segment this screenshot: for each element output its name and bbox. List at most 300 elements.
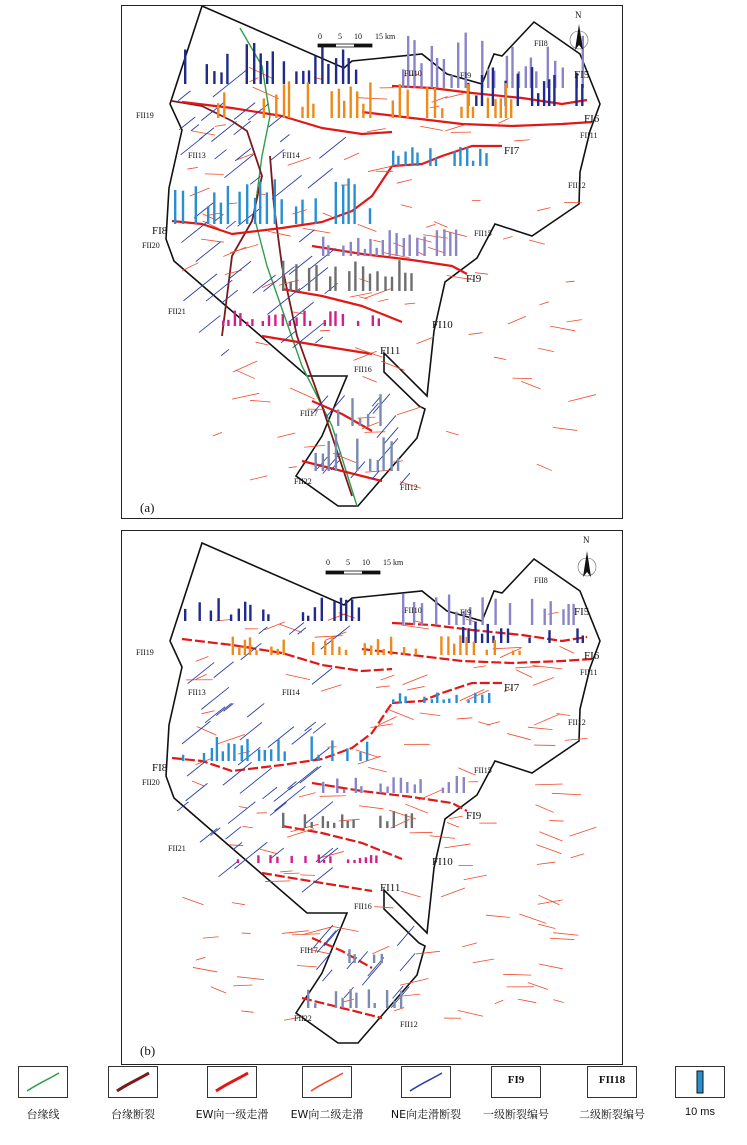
scale-tick-0: 0 [326, 558, 330, 567]
fault-displacement-bar [335, 182, 337, 224]
map-panel-b [121, 530, 623, 1065]
fault-label-f1-11: FI11 [380, 345, 401, 357]
ne-fault-line [196, 242, 221, 262]
fault-displacement-bar [323, 860, 325, 863]
fault-displacement-bar [353, 860, 355, 863]
ew-secondary-fault-line [444, 844, 470, 848]
fault-displacement-bar [295, 317, 297, 326]
ew-secondary-fault-line [211, 987, 226, 993]
fault-displacement-bar [269, 855, 271, 863]
ne-fault-line [308, 168, 333, 188]
ew-secondary-fault-line [363, 376, 377, 382]
fault-label-f2-13: FII13 [188, 151, 206, 160]
fault-displacement-bar [404, 696, 406, 703]
ew-secondary-fault-line [196, 657, 209, 662]
ew-secondary-fault-line [201, 711, 214, 714]
north-arrow-icon [583, 551, 591, 577]
ew-secondary-fault-line [230, 245, 258, 253]
fault-displacement-bar [255, 650, 257, 655]
ew-secondary-fault-line [290, 388, 315, 399]
ew-secondary-fault-line [277, 433, 295, 437]
ne-fault-line [229, 261, 251, 279]
fault-displacement-bar [220, 72, 222, 84]
ew-secondary-fault-line [469, 333, 483, 335]
legend-code: FI9 [507, 1074, 525, 1086]
fault-displacement-bar [481, 634, 483, 643]
fault-displacement-bar [362, 266, 364, 291]
fault-displacement-bar [355, 778, 357, 793]
fault-label-f2-8: FII8 [534, 39, 548, 48]
fault-displacement-bar [416, 153, 418, 167]
fault-displacement-bar [213, 192, 215, 224]
ew-secondary-fault-line [537, 862, 556, 864]
ew-secondary-fault-line [540, 302, 549, 305]
fault-displacement-bar [415, 649, 417, 655]
fault-displacement-bar [347, 178, 349, 224]
fault-displacement-bar [407, 90, 409, 118]
ne-fault-line [268, 727, 294, 748]
fault-label-f2-14: FII14 [282, 151, 300, 160]
fault-displacement-bar [455, 230, 457, 256]
fault-displacement-bar [282, 813, 284, 828]
scale-bar-segment [318, 44, 336, 47]
ew-secondary-fault-line [359, 806, 383, 809]
fault-displacement-bar [324, 641, 326, 655]
fault-displacement-bar [237, 859, 239, 863]
ew-secondary-fault-line [343, 999, 354, 1002]
legend-swatch-ew-secondary [302, 1066, 352, 1098]
fault-displacement-bar [414, 784, 416, 793]
ew-secondary-fault-line [537, 464, 552, 470]
fault-displacement-bar [246, 322, 248, 326]
fault-displacement-bar [405, 814, 407, 828]
fault-displacement-bar [455, 695, 457, 703]
fault-displacement-bar [531, 67, 533, 106]
ne-fault-line [228, 802, 255, 824]
fault-displacement-bar [327, 821, 329, 828]
ew-primary-fault-line [182, 639, 392, 671]
fault-displacement-bar [400, 778, 402, 793]
fault-displacement-bar [368, 989, 370, 1008]
fault-label-f1-5: FI5 [574, 69, 590, 81]
ew-secondary-fault-line [378, 299, 388, 301]
ew-secondary-fault-line [498, 118, 508, 123]
fault-displacement-bar [348, 271, 350, 291]
fault-displacement-bar [283, 61, 285, 84]
ew-secondary-fault-line [434, 222, 447, 228]
fault-displacement-bar [264, 750, 266, 761]
ew-secondary-fault-line [519, 914, 546, 923]
ew-secondary-fault-line [401, 994, 420, 996]
legend-code: FII18 [598, 1074, 626, 1086]
scale-tick-10: 10 [362, 558, 370, 567]
ew-secondary-fault-line [441, 888, 465, 897]
fault-displacement-bar [518, 651, 520, 656]
ew-secondary-fault-line [299, 793, 316, 797]
ne-fault-line [214, 662, 234, 678]
fault-displacement-bar [472, 161, 474, 166]
legend-item-bar-scale [672, 1066, 728, 1118]
fault-displacement-bar [353, 954, 355, 963]
ew-secondary-fault-line [196, 674, 207, 679]
fault-displacement-bar [348, 949, 350, 963]
ew-secondary-fault-line [397, 407, 422, 415]
fault-displacement-bar [423, 237, 425, 257]
legend-swatch-margin-fault [108, 1066, 158, 1098]
ew-secondary-fault-line [550, 938, 574, 939]
fault-displacement-bar [550, 601, 552, 625]
fault-displacement-bar [378, 318, 380, 326]
fault-displacement-bar [436, 230, 438, 256]
fault-displacement-bar [392, 101, 394, 119]
legend-item-primary-code [478, 1066, 554, 1122]
ew-secondary-fault-line [286, 674, 310, 679]
ew-secondary-fault-line [443, 230, 467, 236]
fault-displacement-bar [206, 64, 208, 84]
fault-displacement-bar [311, 822, 313, 828]
ne-fault-line [233, 843, 242, 850]
fault-displacement-bar [486, 650, 488, 655]
fault-displacement-bar [314, 607, 316, 621]
fault-displacement-bar [302, 71, 304, 84]
fault-displacement-bar [327, 64, 329, 84]
fault-displacement-bar [383, 649, 385, 655]
fault-label-f2-21: FII21 [168, 307, 186, 316]
north-arrow-a [575, 10, 582, 20]
ew-secondary-fault-line [534, 714, 560, 725]
ew-secondary-fault-line [420, 713, 441, 716]
fault-displacement-bar [335, 434, 337, 471]
ew-secondary-fault-line [514, 140, 530, 141]
fault-displacement-bar [234, 311, 236, 326]
ew-secondary-fault-line [381, 675, 395, 680]
ne-fault-line [267, 288, 300, 314]
fault-displacement-bar [505, 83, 507, 118]
fault-displacement-bar [314, 56, 316, 84]
ew-secondary-fault-line [494, 357, 506, 360]
fault-displacement-bar [494, 99, 496, 118]
fault-displacement-bar [386, 787, 388, 794]
fault-displacement-bar [390, 441, 392, 471]
fault-displacement-bar [257, 855, 259, 863]
fault-label-f2-19: FII19 [136, 111, 154, 120]
fault-displacement-bar [342, 314, 344, 326]
fault-displacement-bar [393, 811, 395, 828]
fault-displacement-bar [370, 855, 372, 863]
ew-secondary-fault-line [550, 326, 575, 331]
fault-label-f1-5: FI5 [574, 606, 590, 618]
fault-displacement-bar [400, 991, 402, 1008]
ew-primary-fault-line [362, 649, 592, 663]
fault-displacement-bar [447, 636, 449, 655]
ew-secondary-fault-line [201, 239, 224, 242]
ne-fault-line [182, 721, 211, 744]
fault-displacement-bar [238, 648, 240, 655]
fault-displacement-bar [308, 268, 310, 291]
ne-fault-line [377, 438, 398, 462]
north-arrow-b [583, 535, 590, 545]
fault-displacement-bar [392, 151, 394, 166]
ew-secondary-fault-line [539, 832, 562, 841]
fault-displacement-bar [369, 239, 371, 256]
fault-displacement-bar [288, 81, 290, 118]
ew-primary-fault-line [392, 86, 587, 104]
ew-secondary-fault-line [565, 738, 587, 740]
fault-displacement-bar [333, 823, 335, 828]
ew-secondary-fault-line [368, 767, 387, 772]
fault-displacement-bar [295, 71, 297, 84]
fault-displacement-bar [322, 816, 324, 828]
scale-tick-5: 5 [346, 558, 350, 567]
fault-displacement-bar [324, 320, 326, 326]
fault-displacement-bar [390, 637, 392, 655]
fault-label-f1-9: FI9 [460, 608, 472, 617]
ne-fault-line [223, 762, 252, 785]
ew-secondary-fault-line [232, 393, 259, 399]
fault-displacement-bar [472, 107, 474, 118]
fault-displacement-bar [410, 273, 412, 291]
fault-label-f2-16: FII16 [354, 902, 372, 911]
fault-displacement-bar [517, 74, 519, 106]
fault-displacement-bar [334, 267, 336, 291]
ne-fault-line [274, 786, 293, 801]
ew-secondary-fault-line [508, 316, 526, 324]
fault-displacement-bar [338, 89, 340, 118]
ew-secondary-fault-line [203, 937, 219, 938]
fault-displacement-bar [352, 820, 354, 828]
fault-displacement-bar [355, 70, 357, 84]
ne-fault-line [194, 203, 213, 218]
fault-displacement-bar [459, 635, 461, 655]
fault-displacement-bar [429, 148, 431, 166]
fault-displacement-bar [403, 647, 405, 655]
fault-displacement-bar [266, 192, 268, 224]
scale-bar-segment [354, 44, 372, 47]
ne-fault-line [280, 134, 289, 141]
fault-displacement-bar [222, 751, 224, 761]
fault-label-f1-7: FI7 [504, 145, 520, 157]
ew-secondary-fault-line [538, 348, 553, 351]
fault-displacement-bar [416, 238, 418, 256]
fault-displacement-bar [277, 649, 279, 655]
fault-displacement-bar [253, 43, 255, 84]
fault-displacement-bar [391, 277, 393, 291]
ew-secondary-fault-line [192, 131, 215, 135]
ne-fault-line [305, 802, 333, 824]
ew-secondary-fault-line [430, 836, 455, 839]
ew-secondary-fault-line [566, 281, 575, 282]
ne-fault-line [205, 707, 225, 723]
fault-displacement-bar [182, 755, 184, 761]
panel-label-a: (a) [140, 500, 155, 515]
ew-secondary-fault-line [256, 342, 269, 345]
fault-displacement-bar [354, 262, 356, 292]
ew-secondary-fault-line [358, 417, 376, 418]
legend-text: EW向一级走滑 [195, 1108, 269, 1121]
fault-displacement-bar [220, 203, 222, 224]
ne-fault-line [292, 729, 312, 745]
ew-secondary-fault-line [529, 240, 545, 244]
fault-displacement-bar [222, 321, 224, 327]
ew-secondary-fault-line [260, 849, 277, 853]
ne-fault-line [200, 828, 217, 842]
fault-displacement-bar [295, 264, 297, 291]
ew-secondary-fault-line [280, 871, 292, 872]
fault-label-f1-7: FI7 [504, 682, 520, 694]
fault-displacement-bar [399, 693, 401, 703]
ew-secondary-fault-line [405, 804, 428, 813]
fault-label-f1-11: FI11 [380, 882, 401, 894]
ew-secondary-fault-line [250, 400, 271, 402]
fault-displacement-bar [382, 240, 384, 256]
fault-displacement-bar [374, 1003, 376, 1008]
ew-secondary-fault-line [315, 636, 343, 638]
ne-fault-line [262, 787, 277, 799]
fault-displacement-bar [392, 699, 394, 703]
scale-tick-0: 0 [318, 32, 322, 41]
ew-secondary-fault-line [486, 915, 510, 917]
fault-displacement-bar [386, 821, 388, 828]
ew-secondary-fault-line [373, 240, 381, 242]
fault-displacement-bar [376, 248, 378, 256]
ew-secondary-fault-line [515, 666, 539, 668]
ew-secondary-fault-line [416, 951, 440, 954]
fault-displacement-bar [238, 609, 240, 621]
fault-label-f2-17: FII17 [300, 946, 318, 955]
ew-secondary-fault-line [401, 205, 412, 208]
scale-tick-5: 5 [338, 32, 342, 41]
fault-displacement-bar [459, 147, 461, 166]
fault-displacement-bar [404, 273, 406, 291]
fault-displacement-bar [379, 394, 381, 426]
fault-displacement-bar [270, 749, 272, 761]
fault-displacement-bar [342, 246, 344, 256]
fault-displacement-bar [431, 699, 433, 703]
fault-displacement-bar [359, 419, 361, 427]
fault-displacement-bar [241, 745, 243, 761]
scale-tick-15km: 15 km [375, 32, 396, 41]
fault-displacement-bar [562, 609, 564, 625]
fault-displacement-bar [360, 786, 362, 793]
fault-displacement-bar [318, 855, 320, 863]
fault-displacement-bar [357, 238, 359, 256]
fault-displacement-bar [312, 104, 314, 118]
fault-displacement-bar [317, 755, 319, 761]
ne-fault-line [240, 768, 272, 794]
fault-displacement-bar [295, 206, 297, 224]
fault-displacement-bar [311, 736, 313, 761]
ew-secondary-fault-line [560, 646, 575, 653]
ew-secondary-fault-line [503, 237, 513, 240]
fault-displacement-bar [195, 186, 197, 224]
fault-displacement-bar [553, 75, 555, 106]
fault-displacement-bar [413, 40, 415, 88]
ew-secondary-fault-line [507, 733, 531, 739]
fault-displacement-bar [199, 602, 201, 621]
ew-secondary-fault-line [458, 768, 475, 775]
fault-displacement-bar [436, 58, 438, 88]
fault-displacement-bar [500, 98, 502, 118]
fault-displacement-bar [494, 640, 496, 655]
fault-displacement-bar [331, 91, 333, 118]
fault-label-f1-9b: FI9 [466, 273, 482, 285]
ew-secondary-fault-line [426, 224, 435, 227]
north-label: N [583, 535, 590, 545]
ew-secondary-fault-line [538, 924, 555, 928]
fault-displacement-bar [347, 821, 349, 828]
ew-secondary-fault-line [532, 665, 562, 668]
fault-displacement-bar [411, 813, 413, 828]
ew-secondary-fault-line [474, 666, 486, 668]
ew-secondary-fault-line [236, 370, 255, 379]
ne-fault-line [320, 848, 338, 863]
legend-text: 台缘断裂 [111, 1108, 155, 1121]
fault-displacement-bar [543, 81, 545, 106]
fault-label-f1-8: FI8 [152, 225, 168, 237]
ew-secondary-fault-line [223, 247, 246, 256]
ew-secondary-fault-line [279, 624, 302, 632]
ew-secondary-fault-line [458, 1010, 483, 1016]
ew-secondary-fault-line [292, 210, 306, 215]
fault-displacement-bar [338, 647, 340, 655]
fault-displacement-bar [443, 229, 445, 256]
ew-secondary-fault-line [553, 1000, 563, 1003]
fault-displacement-bar [370, 646, 372, 656]
fault-displacement-bar [244, 640, 246, 655]
fault-displacement-bar [537, 93, 539, 106]
ew-secondary-fault-line [371, 724, 393, 728]
fault-displacement-bar [226, 54, 228, 84]
ne-fault-line [315, 337, 323, 343]
ew-secondary-fault-line [533, 678, 554, 686]
ew-primary-fault-line [182, 102, 392, 134]
fault-map-b [122, 531, 622, 1064]
fault-displacement-bar [356, 91, 358, 118]
ne-fault-line [272, 175, 302, 199]
fault-displacement-bar [409, 235, 411, 256]
fault-label-f1-10: FI10 [432, 856, 453, 868]
fault-displacement-bar [455, 612, 457, 625]
fault-displacement-bar [266, 61, 268, 84]
fault-displacement-bar [373, 955, 375, 964]
fault-label-f2-10: FII10 [404, 606, 422, 615]
fault-displacement-bar [581, 84, 583, 106]
ne-fault-line [344, 987, 353, 998]
ew-secondary-fault-line [449, 816, 462, 819]
fault-displacement-bar [329, 276, 331, 291]
ew-secondary-fault-line [420, 126, 443, 130]
scale-bar-segment [362, 571, 380, 574]
fault-displacement-bar [358, 607, 360, 621]
ew-secondary-fault-line [570, 827, 597, 836]
panel-label-b: (b) [140, 1043, 156, 1058]
fault-displacement-bar [460, 107, 462, 118]
fault-displacement-bar [442, 788, 444, 793]
fault-displacement-bar [282, 261, 284, 291]
fault-displacement-bar [211, 748, 213, 761]
fault-displacement-bar [467, 700, 469, 703]
fault-label-f2-17: FII17 [300, 409, 318, 418]
fault-displacement-bar [345, 600, 347, 621]
fault-displacement-bar [260, 53, 262, 84]
ew-secondary-fault-line [239, 806, 247, 807]
fault-displacement-bar [284, 751, 286, 761]
legend-swatch-ew-primary [207, 1066, 257, 1098]
fault-displacement-bar [398, 260, 400, 291]
ne-fault-line [199, 128, 214, 140]
fault-displacement-bar [254, 198, 256, 224]
fault-displacement-bar [213, 71, 215, 84]
